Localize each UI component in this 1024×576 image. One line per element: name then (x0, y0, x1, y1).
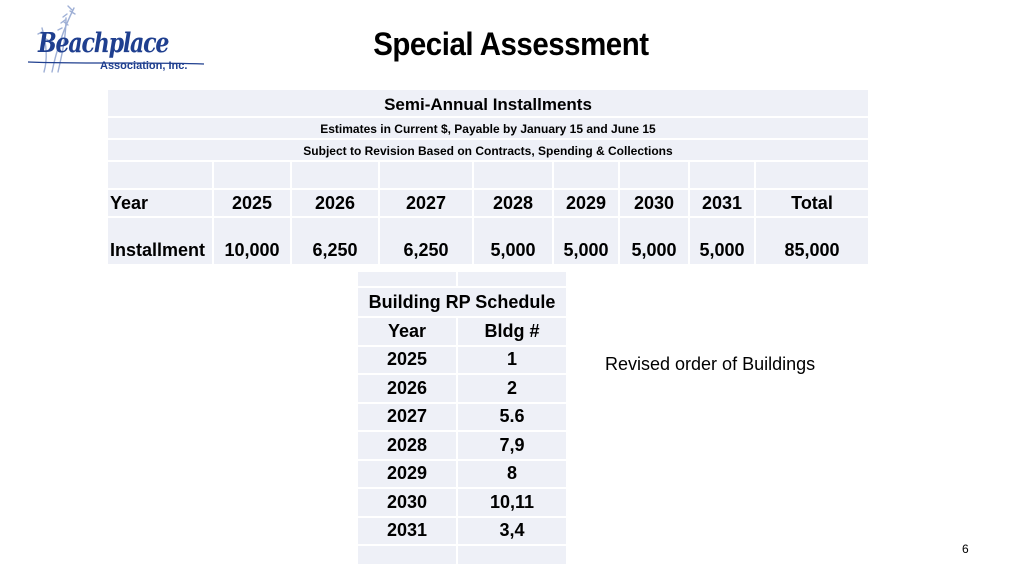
installments-table-subtitle-estimates: Estimates in Current $, Payable by January 15 and June 15 (108, 118, 868, 140)
schedule-header-row (358, 318, 566, 347)
spacer-cell (620, 162, 690, 188)
header-cell-year: Year (108, 190, 214, 216)
installments-spacer-row (108, 162, 868, 190)
page-title: Special Assessment (373, 26, 649, 62)
table-row (358, 404, 566, 433)
schedule-year-cell: 2026 (358, 375, 458, 402)
table-row (358, 375, 566, 404)
schedule-title: Building RP Schedule (368, 291, 556, 312)
schedule-header-bldg: Bldg # (484, 320, 540, 341)
schedule-year-cell: 2025 (358, 347, 458, 374)
table-row (358, 518, 566, 547)
schedule-header-year: Year (358, 318, 458, 345)
installment-cell-2030: 5,000 (620, 216, 690, 264)
spacer-cell (358, 546, 458, 564)
header-cell-total: Total (791, 192, 833, 213)
installments-data-row (108, 218, 868, 266)
schedule-year-cell: 2028 (358, 432, 458, 459)
revised-order-note: Revised order of Buildings (605, 354, 816, 374)
schedule-year-cell: 2031 (358, 518, 458, 545)
schedule-bldg-cell: 8 (506, 463, 517, 484)
table-row (358, 432, 566, 461)
logo-wordmark: Beachplace (38, 28, 169, 59)
spacer-cell (380, 162, 474, 188)
page-number: 6 (962, 542, 969, 556)
installments-table (108, 90, 868, 266)
spacer-cell (554, 162, 620, 188)
installment-cell-2026: 6,250 (292, 216, 380, 264)
spacer-cell (358, 272, 458, 286)
spacer-cell (458, 546, 566, 564)
spacer-cell (474, 162, 554, 188)
installment-cell-2029: 5,000 (554, 216, 620, 264)
spacer-cell (108, 162, 214, 188)
schedule-empty-row (358, 546, 566, 566)
table-row (358, 347, 566, 376)
spacer-cell (458, 272, 566, 286)
schedule-bldg-cell: 2 (506, 377, 517, 398)
schedule-title-row (358, 288, 566, 318)
installment-cell-total: 85,000 (784, 239, 840, 260)
schedule-year-cell: 2027 (358, 404, 458, 431)
schedule-bldg-cell: 5.6 (499, 406, 525, 427)
header-cell-2030: 2030 (620, 190, 690, 216)
spacer-cell (292, 162, 380, 188)
installment-cell-2031: 5,000 (690, 216, 756, 264)
schedule-bldg-cell: 7,9 (499, 434, 525, 455)
schedule-bldg-cell: 10,11 (489, 491, 535, 512)
schedule-year-cell: 2029 (358, 461, 458, 488)
row-label-installment: Installment (108, 216, 214, 264)
header-cell-2028: 2028 (474, 190, 554, 216)
logo-subtitle: Association, Inc. (100, 60, 188, 72)
installments-header-row (108, 190, 868, 218)
schedule-bldg-cell: 3,4 (499, 520, 525, 541)
schedule-year-cell: 2030 (358, 489, 458, 516)
installment-cell-2028: 5,000 (474, 216, 554, 264)
installment-cell-2027: 6,250 (380, 216, 474, 264)
installments-table-subtitle-revision: Subject to Revision Based on Contracts, Spending & Collections (108, 140, 868, 162)
header-cell-2029: 2029 (554, 190, 620, 216)
building-schedule-table (358, 272, 566, 566)
schedule-spacer-row (358, 272, 566, 288)
spacer-cell (756, 162, 868, 188)
table-row (358, 489, 566, 518)
spacer-cell (214, 162, 292, 188)
header-cell-2026: 2026 (292, 190, 380, 216)
spacer-cell (690, 162, 756, 188)
header-cell-2025: 2025 (214, 190, 292, 216)
header-cell-2027: 2027 (380, 190, 474, 216)
schedule-bldg-cell: 1 (506, 349, 517, 370)
installments-table-title: Semi-Annual Installments (108, 90, 868, 118)
header-cell-2031: 2031 (690, 190, 756, 216)
table-row (358, 461, 566, 490)
installment-cell-2025: 10,000 (214, 216, 292, 264)
